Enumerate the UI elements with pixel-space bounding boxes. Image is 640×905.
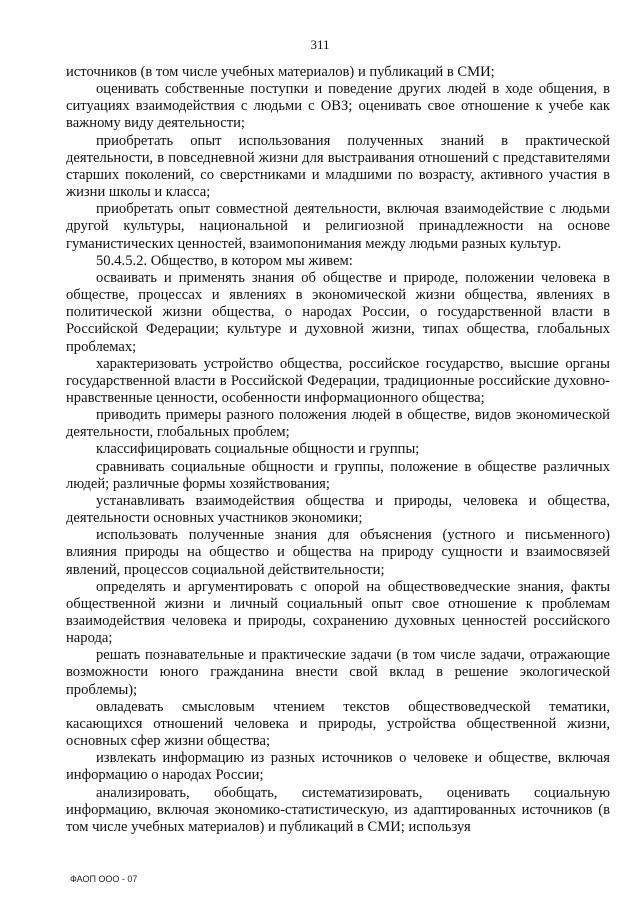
paragraph: приобретать опыт совместной деятельности, включая взаимодействие с людьми другой культуры, национальной и религиозной принадлежности на основе гуманистических ценностей, взаимопонимания между людьми разных культур. [66, 201, 610, 252]
paragraph: решать познавательные и практические задачи (в том числе задачи, отражающие возможности юного гражданина внести свой вклад в решение экологической проблемы); [66, 647, 610, 698]
paragraph: источников (в том числе учебных материалов) и публикаций в СМИ; [66, 64, 495, 80]
paragraph: определять и аргументировать с опорой на обществоведческие знания, факты общественной жизни и личный социальный опыт свое отношение к проблемам взаимодействия человека и природы, сохранению духовных ценностей российского народа; [66, 578, 610, 647]
paragraph: овладевать смысловым чтением текстов обществоведческой тематики, касающихся отношений человека и природы, устройства общественной жизни, основных сфер жизни общества; [66, 698, 610, 750]
paragraph: извлекать информацию из разных источников о человеке и обществе, включая информацию о народах России; [66, 750, 610, 784]
paragraph: приводить примеры разного положения людей в обществе, видов экономической деятельности, глобальных проблем; [66, 407, 610, 441]
paragraph: анализировать, обобщать, систематизировать, оценивать социальную информацию, включая экономико-статистическую, из адаптированных источников (в том числе учебных материалов) и публикаций в СМИ; используя [66, 784, 610, 835]
paragraph: оценивать собственные поступки и поведение других людей в ходе общения, в ситуациях взаимодействия с людьми с ОВЗ; оценивать свое отношение к учебе как важному виду деятельности; [66, 81, 610, 132]
paragraph: характеризовать устройство общества, российское государство, высшие органы государственной власти в Российской Федерации, традиционные российские духовно-нравственные ценности, особенности информационного общества; [66, 355, 610, 406]
paragraph: осваивать и применять знания об обществе и природе, положении человека в обществе, процессах и явлениях в экономической жизни общества, явлениях в политической жизни общества, о народах России, о государственной власти в Российской Федерации; культуре и духовной жизни, типах общества, глобальных проблемах; [66, 269, 610, 355]
paragraph: устанавливать взаимодействия общества и природы, человека и общества, деятельности основных участников экономики; [66, 492, 610, 527]
paragraph: сравнивать социальные общности и группы, положение в обществе различных людей; различные формы хозяйствования; [66, 458, 610, 492]
paragraph: использовать полученные знания для объяснения (устного и письменного) влияния природы на общество и общества на природу сущности и взаимосвязей явлений, процессов социальной действительности; [66, 527, 610, 578]
paragraph: классифицировать социальные общности и группы; [96, 441, 420, 458]
paragraph: 50.4.5.2. Общество, в котором мы живем: [96, 252, 353, 269]
footer-doc-code: ФАОП ООО - 07 [70, 874, 138, 884]
paragraph: приобретать опыт использования полученных знаний в практической деятельности, в повседневной жизни для выстраивания отношений с представителями старших поколений, со сверстниками и младшими по возрасту, активного участия в жизни школы и класса; [66, 132, 610, 201]
document-body [66, 64, 610, 836]
page-number: 311 [310, 37, 330, 52]
